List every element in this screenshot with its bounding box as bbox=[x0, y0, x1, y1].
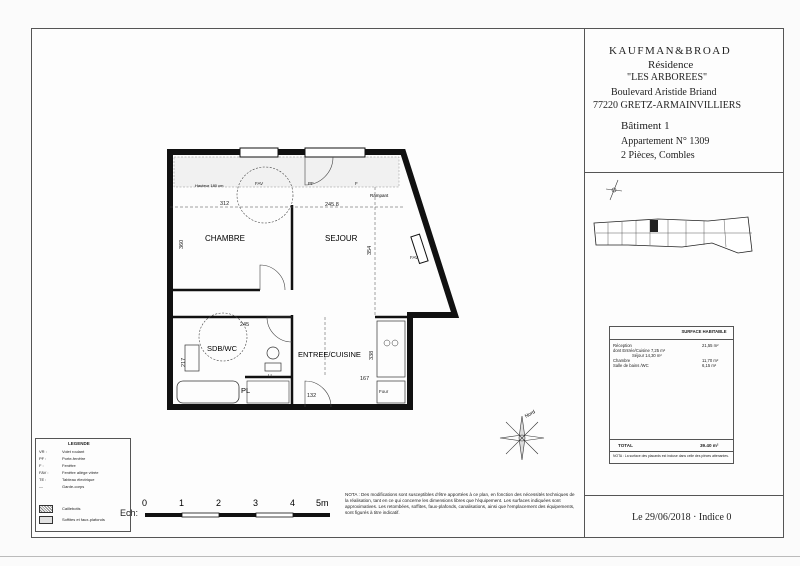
scale-label: Ech: bbox=[120, 508, 139, 518]
title-block-divider bbox=[584, 28, 585, 538]
surface-row-chambre: Chambre bbox=[613, 358, 631, 363]
key-plan-highlight bbox=[650, 220, 658, 232]
dim-245-8: 245.8 bbox=[325, 202, 339, 208]
dim-132: 132 bbox=[307, 393, 317, 399]
scale-tick: 2 bbox=[216, 498, 222, 508]
surface-row-chambre-value: 11,70 m² bbox=[702, 358, 719, 363]
outer-wall bbox=[170, 152, 455, 407]
surface-row-reception: Réception bbox=[613, 343, 632, 348]
residence-name: "LES ARBOREES" bbox=[627, 72, 708, 83]
surface-table bbox=[609, 326, 734, 464]
wc bbox=[267, 347, 279, 359]
address-line-2: 77220 GRETZ-ARMAINVILLIERS bbox=[593, 100, 742, 111]
north-label: Nord bbox=[524, 409, 537, 420]
address-line-1: Boulevard Aristide Briand bbox=[611, 87, 717, 98]
window-top-right bbox=[305, 148, 365, 157]
note-hauteur: Hauteur 180 cm bbox=[195, 183, 224, 188]
legend-extra-label: Caillebotis bbox=[62, 506, 81, 511]
dim-354: 354 bbox=[367, 245, 373, 255]
soffite-swatch bbox=[39, 516, 53, 524]
legend-item-label: Porte-fenêtre bbox=[62, 456, 86, 461]
tag-f: F bbox=[355, 181, 358, 186]
room-chambre: CHAMBRE bbox=[205, 234, 246, 243]
key-plan-building bbox=[594, 217, 752, 253]
bathtub bbox=[177, 381, 239, 403]
legend bbox=[35, 438, 131, 532]
floor-plan bbox=[165, 145, 470, 415]
swing-sdb bbox=[199, 313, 250, 361]
apartment-type: 2 Pièces, Combles bbox=[621, 150, 695, 161]
legend-item: F : bbox=[39, 463, 44, 468]
date-index: Le 29/06/2018 · Indice 0 bbox=[632, 512, 732, 523]
door-sdb bbox=[267, 317, 292, 342]
dim-338: 338 bbox=[369, 350, 375, 360]
room-entree: ENTREE/CUISINE bbox=[298, 350, 361, 359]
date-rule bbox=[584, 495, 784, 496]
scale-tick: 1 bbox=[179, 498, 185, 508]
dim-245: 245 bbox=[240, 322, 250, 328]
page-edge bbox=[0, 556, 800, 557]
dim-360: 360 bbox=[179, 239, 185, 249]
key-plan-compass bbox=[606, 180, 622, 200]
legend-item: FAV : bbox=[39, 470, 49, 475]
tag-four: Four bbox=[379, 389, 389, 394]
tag-fav-1: FAV bbox=[255, 181, 264, 186]
note-rampant: Rampant bbox=[370, 193, 389, 198]
room-sdb: SDB/WC bbox=[207, 344, 237, 353]
legend-item: VR : bbox=[39, 449, 47, 454]
legend-item: TE : bbox=[39, 477, 47, 482]
building-label: Bâtiment 1 bbox=[621, 120, 670, 132]
surface-header: SURFACE HABITABLE bbox=[681, 329, 727, 334]
surface-footnote: NOTA : La surface des placards est incluse dans celle des pièces attenantes. bbox=[613, 454, 729, 458]
door-chambre bbox=[260, 265, 285, 290]
key-plan bbox=[588, 175, 778, 280]
legend-title: LEGENDE bbox=[68, 441, 90, 446]
legend-extra-label: Soffites et faux-plafonds bbox=[62, 517, 105, 522]
scale-tick: 4 bbox=[290, 498, 296, 508]
kitchen-counter bbox=[377, 321, 405, 377]
tag-fav-2: FAV bbox=[410, 255, 419, 260]
brand-logo: KAUFMAN&BROAD bbox=[609, 45, 732, 57]
legend-item-label: Tableau électrique bbox=[62, 477, 95, 482]
room-pl: PL bbox=[241, 386, 251, 395]
surface-row-sdb-value: 6,15 m² bbox=[702, 363, 717, 368]
surface-total-value: 39.40 m² bbox=[700, 443, 719, 448]
surface-row-sejour: Séjour 14,30 m² bbox=[632, 353, 662, 358]
scale-tick: 5m bbox=[316, 498, 329, 508]
legend-item-label: Volet roulant bbox=[62, 449, 85, 454]
tag-pf: PF bbox=[308, 181, 314, 186]
scale-bar bbox=[138, 496, 338, 526]
legend-item-label: Fenêtre bbox=[62, 463, 76, 468]
title-block-rule bbox=[584, 172, 784, 173]
window-top-left bbox=[240, 148, 278, 157]
residence-label: Résidence bbox=[648, 59, 694, 71]
legend-item: PF : bbox=[39, 456, 47, 461]
scale-tick: 3 bbox=[253, 498, 259, 508]
dim-167: 167 bbox=[360, 376, 370, 382]
apartment-number: Appartement N° 1309 bbox=[621, 136, 710, 147]
caillebotis-swatch bbox=[39, 505, 53, 513]
north-arrow-icon bbox=[492, 408, 552, 468]
legend-item: — bbox=[39, 484, 43, 489]
surface-total-label: TOTAL bbox=[618, 443, 633, 448]
washbasin bbox=[185, 345, 199, 371]
room-sejour: SEJOUR bbox=[325, 234, 358, 243]
tag-ll: LL bbox=[268, 373, 274, 378]
wc-tank bbox=[265, 363, 281, 371]
dim-312: 312 bbox=[220, 201, 230, 207]
pl-closet bbox=[247, 381, 289, 403]
surface-row-reception-value: 21,55 m² bbox=[702, 343, 719, 348]
surface-row-entree: dont Entrée/Cuisine 7,25 m² bbox=[613, 348, 666, 353]
surface-row-sdb: Salle de bains /WC bbox=[613, 363, 649, 368]
legend-item-label: Fenêtre allège vitrée bbox=[62, 470, 99, 475]
scale-tick: 0 bbox=[142, 498, 148, 508]
legend-item-label: Garde-corps bbox=[62, 484, 85, 489]
nota-text: NOTA : Des modifications sont susceptibles d'être apportées à ce plan, en fonction des nécessités techniques de la réalisation, tant en ce qui concerne les dimensions libres que l'équipement. Les surfaces indiquées sont approximatives. Les retombées, soffites, faux-plafonds, canalisations, ainsi que l'emplacement des équipements, sont figurés à titre indicatif. bbox=[345, 492, 575, 515]
dim-217: 217 bbox=[181, 357, 187, 367]
